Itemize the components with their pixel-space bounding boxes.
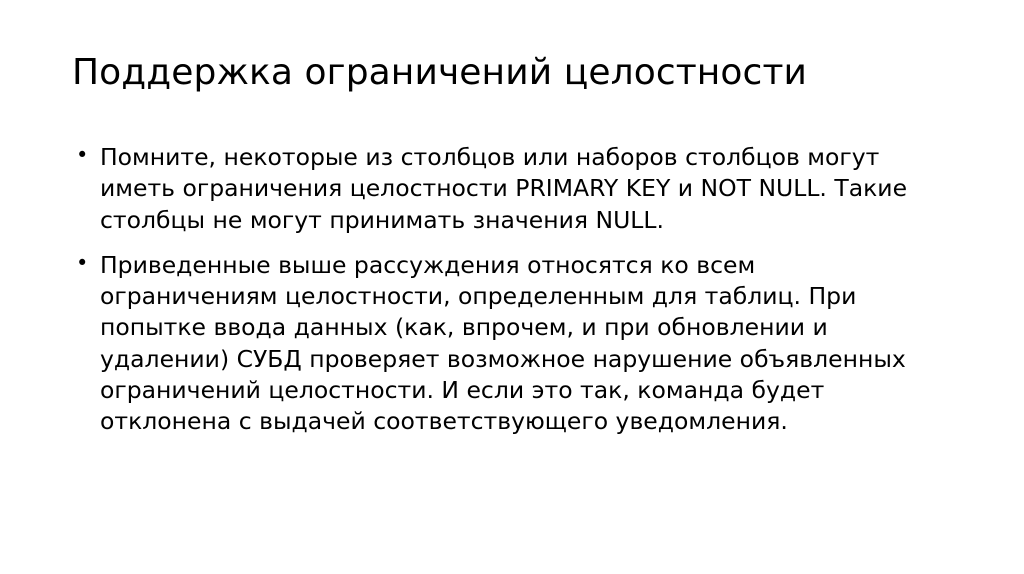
page-title: Поддержка ограничений целостности: [72, 52, 808, 93]
list-item: [72, 250, 932, 438]
list-item: [72, 142, 932, 236]
list-item-text: • Приведенные выше рассуждения относятся ко всем ограничениям целостности, определенным для таблиц. При попытке ввода данных (как, впрочем, и при обновлении и удалении) СУБД проверяет возможное нарушение объявленных ограничений целостности. И если это так, команда будет отклонена с выдачей соответствующего уведомления.: [100, 250, 906, 435]
list-item-text: • Помните, некоторые из столбцов или наборов столбцов могут иметь ограничения целостности PRIMARY KEY и NOT NULL. Такие столбцы не могут принимать значения NULL.: [100, 143, 908, 234]
bullet-list: [72, 142, 932, 451]
